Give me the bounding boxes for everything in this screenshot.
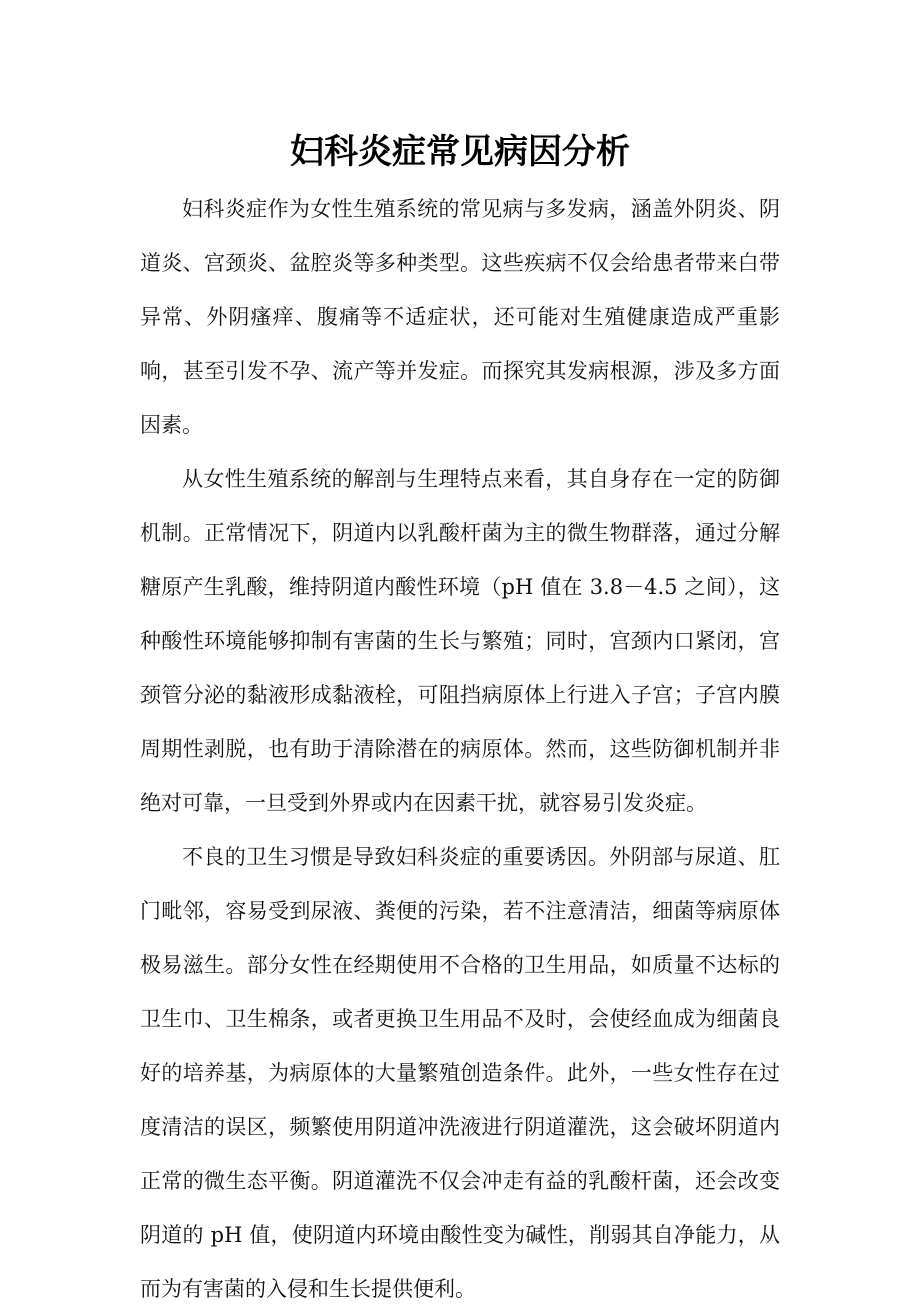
paragraph-intro: 妇科炎症作为女性生殖系统的常见病与多发病，涵盖外阴炎、阴道炎、宫颈炎、盆腔炎等多种类型。这些疾病不仅会给患者带来白带异常、外阴瘙痒、腹痛等不适症状，还可能对生殖健康造成严重影响，甚至引发不孕、流产等并发症。而探究其发病根源，涉及多方面因素。 [140, 197, 780, 437]
paragraph-defense-mechanism: 从女性生殖系统的解剖与生理特点来看，其自身存在一定的防御机制。正常情况下，阴道内以乳酸杆菌为主的微生物群落，通过分解糖原产生乳酸，维持阴道内酸性环境（pH 值在 3.8－4.5 之间），这种酸性环境能够抑制有害菌的生长与繁殖；同时，宫颈内口紧闭，宫颈管分泌的黏液形成黏液栓，可阻挡病原体上行进入子宫；子宫内膜周期性剥脱，也有助于清除潜在的病原体。然而，这些防御机制并非绝对可靠，一旦受到外界或内在因素干扰，就容易引发炎症。 [140, 467, 780, 815]
document-body [140, 182, 780, 1316]
document-title: 妇科炎症常见病因分析 [290, 132, 630, 172]
paragraph-hygiene-habits: 不良的卫生习惯是导致妇科炎症的重要诱因。外阴部与尿道、肛门毗邻，容易受到尿液、粪便的污染，若不注意清洁，细菌等病原体极易滋生。部分女性在经期使用不合格的卫生用品，如质量不达标的卫生巾、卫生棉条，或者更换卫生用品不及时，会使经血成为细菌良好的培养基，为病原体的大量繁殖创造条件。此外，一些女性存在过度清洁的误区，频繁使用阴道冲洗液进行阴道灌洗，这会破坏阴道内正常的微生态平衡。阴道灌洗不仅会冲走有益的乳酸杆菌，还会改变阴道的 pH 值，使阴道内环境由酸性变为碱性，削弱其自净能力，从而为有害菌的入侵和生长提供便利。 [140, 845, 780, 1301]
